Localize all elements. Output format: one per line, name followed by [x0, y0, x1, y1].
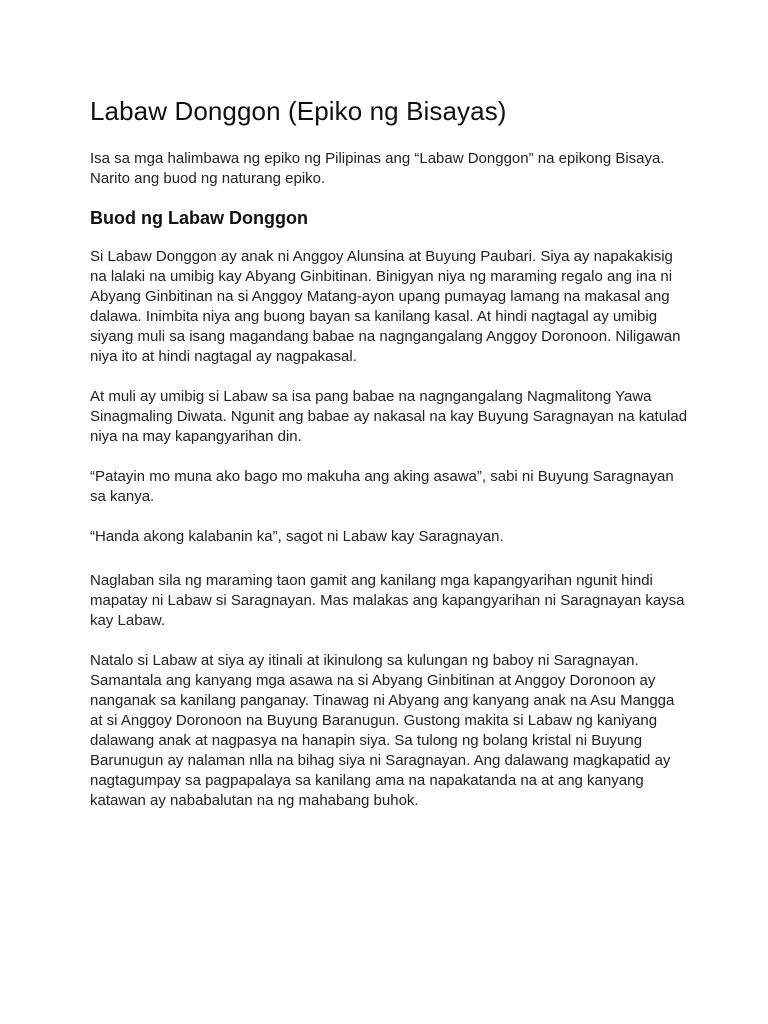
document-title: Labaw Donggon (Epiko ng Bisayas) — [90, 96, 507, 126]
paragraph: Si Labaw Donggon ay anak ni Anggoy Alunsina at Buyung Paubari. Siya ay napakakisig na lalaki na umibig kay Abyang Ginbitinan. Binigyan niya ng maraming regalo ang ina ni Abyang Ginbitinan na si Anggoy Matang-ayon upang pumayag lamang na makasal ang dalawa. Inimbita niya ang buong bayan sa kanilang kasal. At hindi nagtagal ay umibig siyang muli sa isang magandang babae na nagngangalang Anggoy Doronoon. Niligawan niya ito at hindi nagtagal ay nagpakasal. — [90, 248, 681, 365]
quote-paragraph: “Handa akong kalabanin ka”, sagot ni Labaw kay Saragnayan. — [90, 528, 504, 545]
quote-paragraph: “Patayin mo muna ako bago mo makuha ang aking asawa”, sabi ni Buyung Saragnayan sa kanya. — [90, 468, 674, 505]
section-heading: Buod ng Labaw Donggon — [90, 208, 308, 228]
intro-paragraph: Isa sa mga halimbawa ng epiko ng Pilipinas ang “Labaw Donggon” na epikong Bisaya. Narito ang buod ng naturang epiko. — [90, 150, 665, 187]
document-page — [90, 91, 690, 811]
paragraph: Natalo si Labaw at siya ay itinali at ikinulong sa kulungan ng baboy ni Saragnayan. Samantala ang kanyang mga asawa na si Abyang Ginbitinan at Anggoy Doronoon ay nanganak sa kanilang panganay. Tinawag ni Abyang ang kanyang anak na Asu Mangga at si Anggoy Doronoon na Buyung Baranugun. Gustong makita si Labaw ng kaniyang dalawang anak at nagpasya na hanapin siya. Sa tulong ng bolang kristal ni Buyung Barunugun ay nalaman nlla na bihag siya ni Saragnayan. Ang dalawang magkapatid ay nagtagumpay sa pagpapalaya sa kanilang ama na napakatanda na at ang kanyang katawan ay nababalutan na ng mahabang buhok. — [90, 652, 675, 809]
paragraph: At muli ay umibig si Labaw sa isa pang babae na nagngangalang Nagmalitong Yawa Sinagmaling Diwata. Ngunit ang babae ay nakasal na kay Buyung Saragnayan na katulad niya na may kapangyarihan din. — [90, 388, 688, 445]
paragraph: Naglaban sila ng maraming taon gamit ang kanilang mga kapangyarihan ngunit hindi mapatay ni Labaw si Saragnayan. Mas malakas ang kapangyarihan ni Saragnayan kaysa kay Labaw. — [90, 572, 685, 629]
